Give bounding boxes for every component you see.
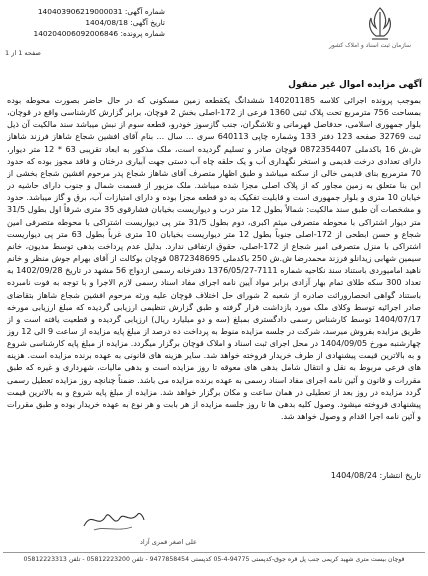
footer-address: قوچان بیست متری شهید کریمی جنب پل قره جوق-کدپستی 94775-4-05 کدپستی 9477858454 - تلفن 05812223200 - تلفن 05812223313 <box>3 552 425 563</box>
announcement-number: شماره آگهی: 140403906219000031 <box>37 7 165 16</box>
signature-name: علی اصغر قمری آزاد <box>140 538 197 546</box>
signature-icon <box>80 500 148 536</box>
file-number: شماره پرونده: 140204006092006846 <box>33 29 165 38</box>
emblem-icon <box>364 6 396 42</box>
announcement-meta <box>5 6 165 59</box>
announcement-date: تاریخ آگهی: 1404/08/18 <box>85 18 165 27</box>
page-indicator: صفحه 1 از 1 <box>5 49 41 57</box>
announcement-body: بموجب پرونده اجرائی کلاسه 140201185 ششدانگ یکقطعه زمین مسکونی که در حال حاضر بصورت محوطه بوده بمساحت 756 مترمربع تحت پلاک ثبتی 1360 فرعی از 172-اصلی بخش 2 قوچان، برابر گزارش کارشناسی واقع در قوچان، بلوار جمهوری اسلامی، حدفاصل قهرمانی و تلاشگران، جنب گازسوز خودرو، قطعه سوم از نبش میباشد سند مالکیت آن ذیل ثبت 32769 صفحه 123 دفتر 133 وشماره چاپی 640113 سری ... سال ... بنام آقای افشین شجاع شاهاز فرزند شاهاز ش.ش 16 باکدملی 0872354407 قوچان صادر و تسلیم گردیده است، ملک مذکور به ابعاد تقریبی 63 * 12 متر دیوار، دارای تعدادی درخت قدیمی و استخر نگهداری آب و یک حلقه چاه آب دستی جهت آبیاری درختان و فاقد مجوز بوده که حدود 70 مترمربع بنای قدیمی خالی از سکنه میباشد و طبق اظهار متصرف آقای شاهاز شجاع پدر مرحوم افشین شجاع بخشی از این بنا متعلق به زمین مجاور که از پلاک اصلی مجزا شده میباشد. ملک مزبور از قسمت شمال و جنوب دارای حاشیه در خیابان 10 متری و بلوار جمهوری است و قابلیت تفکیک به دو قطعه مجزا بوده و دارای امتیازات آب، برق و گاز میباشد. حدود و مشخصات آن طبق سند مالکیت: شمالاً بطول 12 متر درب و دیواریست بخیابان فشارقوی 35 متری شرقاً اول بطول 31/5 متر دیوار اشتراکی با محوطه متصرفی میثم اکبری، دوم بطول 31/5 متر پی دیواریست اشتراکی با محوطه متصرفی امین شجاع و حسن ابطحی از 172-اصلی جنوباً بطول 12 متر دیواریست بخیابان 10 متری غرباً بطول 63 متر پی دیواریست اشتراکی با منزل متصرفی امیر شجاع از 172-اصلی، حقوق ارتفاقی ندارد. بدلیل عدم پرداخت بدهی توسط مدیون، خانم سیمین شهابی زیدانلو فرزند محمدرضا ش.ش 250 باکدملی 0872348695 قوچان بوکالت از آقای بهرام جوش منظر و خانم ناهید امامیوردی باستناد سند نکاحیه شماره 7111-1376/05/27 دفترخانه رسمی ازدواج 56 مشهد در تاریخ 1402/09/28 به تعداد 300 سکه طلای تمام بهار آزادی برابر مواد آیین نامه اجرای مفاد اسناد رسمی لازم الاجرا و با توجه به فوت نامبرده باستناد گواهی انحصاروراثت صادره از شعبه 2 شورای حل اختلاف قوچان علیه ورثه مرحوم افشین شجاع شاهاز بتقاضای صادر اجرائیه توسط وکلای ملک مورد بازداشت قرار گرفته و طبق گزارش تنظیمی ارزیابی گردیده که مبلغ ارزیابی مورخه 1404/07/17 توسط کارشناس رسمی دادگستری بمبلغ (سه و دو میلیارد ریال) ارزیابی گردیده و قطعیت یافته است و از طریق مزایده بفروش میرسد، شرکت در جلسه مزایده منوط به پرداخت ده درصد از مبلغ پایه مزایده از ساعت 9 الی 12 روز چهارشنبه مورخ 1404/09/05 در محل اجرای ثبت اسناد و املاک قوچان برگزار میگردد. مزایده از مبلغ پایه کارشناسی شروع و به بالاترین قیمت پیشنهادی از طرف خریدار فروخته خواهد شد. سایر هزینه های قانونی به عهده برنده مزایده است. هزینه های فرعی مربوط به نقل و انتقال شامل بدهی های معوقه تا روز مزایده است و بدهی مالیات، شهرداری و غیره که طبق مقررات و قانون و آئین نامه اجرای مفاد اسناد رسمی به عهده برنده مزایده می باشد. ضمناً چنانچه روز مزایده تعطیل رسمی گردد مزایده در روز بعد از تعطیلی در همان ساعت و مکان برگزار خواهد شد. مزایده از مبلغ پایه شروع و به بالاترین قیمت پیشنهادی فروخته میشود. وصول کلیه بدهی ها تا روز جلسه مزایده از هر بابت و هر نوع به عهده خریدار بوده و طبق مقررات و آئین نامه اجرا اقدام و وصول خواهد شد. <box>7 96 421 422</box>
emblem-caption: سازمان ثبت اسناد و املاک کشور <box>328 42 412 49</box>
page-title: آگهی مزایده اموال غیر منقول <box>288 80 422 90</box>
publication-date: تاریخ انتشار: 1404/08/24 <box>330 471 421 480</box>
